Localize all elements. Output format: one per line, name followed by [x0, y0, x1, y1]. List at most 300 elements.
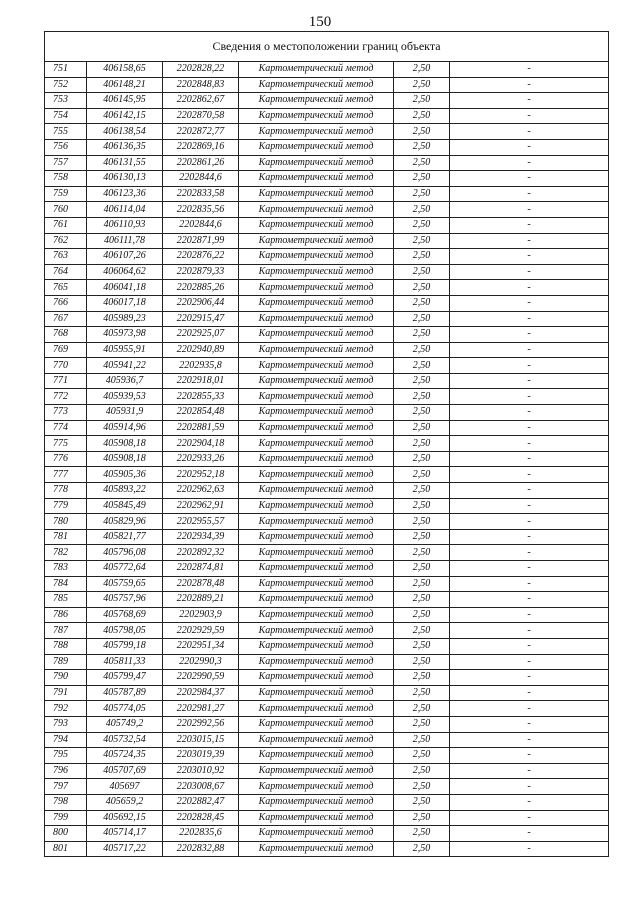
- table-row: [45, 405, 609, 421]
- y-coordinate-cell: 2202876,22: [163, 249, 239, 265]
- method-cell: Картометрический метод: [239, 748, 394, 764]
- point-number-cell: 793: [45, 716, 87, 732]
- table-row: [45, 436, 609, 452]
- x-coordinate-cell: 405799,47: [87, 670, 163, 686]
- accuracy-cell: 2,50: [394, 592, 450, 608]
- description-cell: -: [450, 607, 609, 623]
- y-coordinate-cell: 2202990,3: [163, 654, 239, 670]
- table-row: [45, 826, 609, 842]
- description-cell: -: [450, 748, 609, 764]
- description-cell: -: [450, 186, 609, 202]
- table-row: [45, 233, 609, 249]
- point-number-cell: 777: [45, 467, 87, 483]
- table-row: [45, 483, 609, 499]
- method-cell: Картометрический метод: [239, 732, 394, 748]
- y-coordinate-cell: 2202879,33: [163, 264, 239, 280]
- description-cell: -: [450, 171, 609, 187]
- method-cell: Картометрический метод: [239, 62, 394, 78]
- point-number-cell: 798: [45, 794, 87, 810]
- x-coordinate-cell: 405821,77: [87, 529, 163, 545]
- point-number-cell: 770: [45, 358, 87, 374]
- accuracy-cell: 2,50: [394, 779, 450, 795]
- y-coordinate-cell: 2202992,56: [163, 716, 239, 732]
- x-coordinate-cell: 405893,22: [87, 483, 163, 499]
- method-cell: Картометрический метод: [239, 405, 394, 421]
- point-number-cell: 755: [45, 124, 87, 140]
- accuracy-cell: 2,50: [394, 561, 450, 577]
- x-coordinate-cell: 406123,36: [87, 186, 163, 202]
- y-coordinate-cell: 2202940,89: [163, 342, 239, 358]
- point-number-cell: 752: [45, 77, 87, 93]
- x-coordinate-cell: 405772,64: [87, 561, 163, 577]
- point-number-cell: 799: [45, 810, 87, 826]
- description-cell: -: [450, 373, 609, 389]
- x-coordinate-cell: 406158,65: [87, 62, 163, 78]
- accuracy-cell: 2,50: [394, 202, 450, 218]
- method-cell: Картометрический метод: [239, 124, 394, 140]
- table-row: [45, 685, 609, 701]
- method-cell: Картометрический метод: [239, 155, 394, 171]
- accuracy-cell: 2,50: [394, 529, 450, 545]
- description-cell: -: [450, 358, 609, 374]
- description-cell: -: [450, 623, 609, 639]
- table-row: [45, 561, 609, 577]
- table-row: [45, 420, 609, 436]
- point-number-cell: 762: [45, 233, 87, 249]
- accuracy-cell: 2,50: [394, 748, 450, 764]
- table-title: Сведения о местоположении границ объекта: [45, 32, 609, 62]
- accuracy-cell: 2,50: [394, 732, 450, 748]
- description-cell: -: [450, 155, 609, 171]
- method-cell: Картометрический метод: [239, 233, 394, 249]
- description-cell: -: [450, 77, 609, 93]
- table-row: [45, 810, 609, 826]
- y-coordinate-cell: 2202828,22: [163, 62, 239, 78]
- accuracy-cell: 2,50: [394, 716, 450, 732]
- point-number-cell: 788: [45, 638, 87, 654]
- table-row: [45, 249, 609, 265]
- y-coordinate-cell: 2202984,37: [163, 685, 239, 701]
- method-cell: Картометрический метод: [239, 139, 394, 155]
- description-cell: -: [450, 280, 609, 296]
- description-cell: -: [450, 763, 609, 779]
- description-cell: -: [450, 420, 609, 436]
- accuracy-cell: 2,50: [394, 701, 450, 717]
- method-cell: Картометрический метод: [239, 794, 394, 810]
- table-row: [45, 342, 609, 358]
- method-cell: Картометрический метод: [239, 529, 394, 545]
- point-number-cell: 782: [45, 545, 87, 561]
- x-coordinate-cell: 405697: [87, 779, 163, 795]
- point-number-cell: 791: [45, 685, 87, 701]
- method-cell: Картометрический метод: [239, 327, 394, 343]
- y-coordinate-cell: 2202832,88: [163, 841, 239, 857]
- x-coordinate-cell: 405659,2: [87, 794, 163, 810]
- x-coordinate-cell: 405798,05: [87, 623, 163, 639]
- x-coordinate-cell: 406130,13: [87, 171, 163, 187]
- point-number-cell: 763: [45, 249, 87, 265]
- table-row: [45, 295, 609, 311]
- y-coordinate-cell: 2202934,39: [163, 529, 239, 545]
- point-number-cell: 775: [45, 436, 87, 452]
- point-number-cell: 801: [45, 841, 87, 857]
- table-row: [45, 607, 609, 623]
- accuracy-cell: 2,50: [394, 358, 450, 374]
- accuracy-cell: 2,50: [394, 545, 450, 561]
- table-row: [45, 280, 609, 296]
- method-cell: Картометрический метод: [239, 483, 394, 499]
- method-cell: Картометрический метод: [239, 295, 394, 311]
- method-cell: Картометрический метод: [239, 451, 394, 467]
- accuracy-cell: 2,50: [394, 295, 450, 311]
- y-coordinate-cell: 2202861,26: [163, 155, 239, 171]
- x-coordinate-cell: 406041,18: [87, 280, 163, 296]
- x-coordinate-cell: 406138,54: [87, 124, 163, 140]
- description-cell: -: [450, 124, 609, 140]
- accuracy-cell: 2,50: [394, 763, 450, 779]
- accuracy-cell: 2,50: [394, 389, 450, 405]
- point-number-cell: 766: [45, 295, 87, 311]
- table-row: [45, 62, 609, 78]
- accuracy-cell: 2,50: [394, 841, 450, 857]
- accuracy-cell: 2,50: [394, 280, 450, 296]
- y-coordinate-cell: 2202962,63: [163, 483, 239, 499]
- description-cell: -: [450, 576, 609, 592]
- description-cell: -: [450, 529, 609, 545]
- description-cell: -: [450, 483, 609, 499]
- accuracy-cell: 2,50: [394, 139, 450, 155]
- point-number-cell: 774: [45, 420, 87, 436]
- y-coordinate-cell: 2202889,21: [163, 592, 239, 608]
- point-number-cell: 772: [45, 389, 87, 405]
- method-cell: Картометрический метод: [239, 654, 394, 670]
- description-cell: -: [450, 451, 609, 467]
- accuracy-cell: 2,50: [394, 451, 450, 467]
- description-cell: -: [450, 716, 609, 732]
- table-row: [45, 794, 609, 810]
- point-number-cell: 797: [45, 779, 87, 795]
- y-coordinate-cell: 2202874,81: [163, 561, 239, 577]
- method-cell: Картометрический метод: [239, 202, 394, 218]
- accuracy-cell: 2,50: [394, 77, 450, 93]
- table-row: [45, 623, 609, 639]
- x-coordinate-cell: 405905,36: [87, 467, 163, 483]
- y-coordinate-cell: 2202929,59: [163, 623, 239, 639]
- accuracy-cell: 2,50: [394, 498, 450, 514]
- accuracy-cell: 2,50: [394, 623, 450, 639]
- description-cell: -: [450, 794, 609, 810]
- accuracy-cell: 2,50: [394, 62, 450, 78]
- y-coordinate-cell: 2202854,48: [163, 405, 239, 421]
- table-row: [45, 514, 609, 530]
- point-number-cell: 753: [45, 93, 87, 109]
- method-cell: Картометрический метод: [239, 576, 394, 592]
- method-cell: Картометрический метод: [239, 638, 394, 654]
- x-coordinate-cell: 405908,18: [87, 451, 163, 467]
- y-coordinate-cell: 2202881,59: [163, 420, 239, 436]
- x-coordinate-cell: 406114,04: [87, 202, 163, 218]
- accuracy-cell: 2,50: [394, 171, 450, 187]
- method-cell: Картометрический метод: [239, 561, 394, 577]
- accuracy-cell: 2,50: [394, 514, 450, 530]
- method-cell: Картометрический метод: [239, 701, 394, 717]
- point-number-cell: 764: [45, 264, 87, 280]
- y-coordinate-cell: 2202892,32: [163, 545, 239, 561]
- method-cell: Картометрический метод: [239, 420, 394, 436]
- x-coordinate-cell: 406142,15: [87, 108, 163, 124]
- description-cell: -: [450, 62, 609, 78]
- accuracy-cell: 2,50: [394, 217, 450, 233]
- x-coordinate-cell: 405796,08: [87, 545, 163, 561]
- description-cell: -: [450, 826, 609, 842]
- accuracy-cell: 2,50: [394, 93, 450, 109]
- y-coordinate-cell: 2202869,16: [163, 139, 239, 155]
- x-coordinate-cell: 406145,95: [87, 93, 163, 109]
- accuracy-cell: 2,50: [394, 685, 450, 701]
- description-cell: -: [450, 93, 609, 109]
- table-row: [45, 732, 609, 748]
- y-coordinate-cell: 2202848,83: [163, 77, 239, 93]
- accuracy-cell: 2,50: [394, 373, 450, 389]
- point-number-cell: 757: [45, 155, 87, 171]
- table-row: [45, 186, 609, 202]
- description-cell: -: [450, 514, 609, 530]
- y-coordinate-cell: 2202990,59: [163, 670, 239, 686]
- accuracy-cell: 2,50: [394, 638, 450, 654]
- table-row: [45, 451, 609, 467]
- point-number-cell: 783: [45, 561, 87, 577]
- table-row: [45, 779, 609, 795]
- x-coordinate-cell: 405799,18: [87, 638, 163, 654]
- point-number-cell: 760: [45, 202, 87, 218]
- table-row: [45, 139, 609, 155]
- description-cell: -: [450, 638, 609, 654]
- x-coordinate-cell: 405936,7: [87, 373, 163, 389]
- accuracy-cell: 2,50: [394, 794, 450, 810]
- page-number: 150: [308, 14, 332, 30]
- point-number-cell: 759: [45, 186, 87, 202]
- method-cell: Картометрический метод: [239, 607, 394, 623]
- point-number-cell: 786: [45, 607, 87, 623]
- y-coordinate-cell: 2202835,6: [163, 826, 239, 842]
- x-coordinate-cell: 405941,22: [87, 358, 163, 374]
- accuracy-cell: 2,50: [394, 810, 450, 826]
- point-number-cell: 758: [45, 171, 87, 187]
- y-coordinate-cell: 2202885,26: [163, 280, 239, 296]
- y-coordinate-cell: 2203008,67: [163, 779, 239, 795]
- x-coordinate-cell: 405989,23: [87, 311, 163, 327]
- description-cell: -: [450, 233, 609, 249]
- method-cell: Картометрический метод: [239, 670, 394, 686]
- y-coordinate-cell: 2202951,34: [163, 638, 239, 654]
- description-cell: -: [450, 264, 609, 280]
- table-row: [45, 654, 609, 670]
- point-number-cell: 781: [45, 529, 87, 545]
- x-coordinate-cell: 405707,69: [87, 763, 163, 779]
- point-number-cell: 768: [45, 327, 87, 343]
- y-coordinate-cell: 2202828,45: [163, 810, 239, 826]
- y-coordinate-cell: 2202915,47: [163, 311, 239, 327]
- method-cell: Картометрический метод: [239, 514, 394, 530]
- y-coordinate-cell: 2203015,15: [163, 732, 239, 748]
- table-row: [45, 529, 609, 545]
- accuracy-cell: 2,50: [394, 405, 450, 421]
- y-coordinate-cell: 2203019,39: [163, 748, 239, 764]
- table-row: [45, 467, 609, 483]
- point-number-cell: 784: [45, 576, 87, 592]
- point-number-cell: 771: [45, 373, 87, 389]
- x-coordinate-cell: 406111,78: [87, 233, 163, 249]
- x-coordinate-cell: 405908,18: [87, 436, 163, 452]
- description-cell: -: [450, 217, 609, 233]
- description-cell: -: [450, 405, 609, 421]
- y-coordinate-cell: 2202844,6: [163, 171, 239, 187]
- method-cell: Картометрический метод: [239, 77, 394, 93]
- point-number-cell: 795: [45, 748, 87, 764]
- method-cell: Картометрический метод: [239, 623, 394, 639]
- x-coordinate-cell: 406017,18: [87, 295, 163, 311]
- x-coordinate-cell: 406107,26: [87, 249, 163, 265]
- x-coordinate-cell: 405931,9: [87, 405, 163, 421]
- point-number-cell: 765: [45, 280, 87, 296]
- table-row: [45, 311, 609, 327]
- y-coordinate-cell: 2202862,67: [163, 93, 239, 109]
- x-coordinate-cell: 405757,96: [87, 592, 163, 608]
- description-cell: -: [450, 670, 609, 686]
- y-coordinate-cell: 2202952,18: [163, 467, 239, 483]
- y-coordinate-cell: 2202933,26: [163, 451, 239, 467]
- method-cell: Картометрический метод: [239, 436, 394, 452]
- y-coordinate-cell: 2202882,47: [163, 794, 239, 810]
- x-coordinate-cell: 405768,69: [87, 607, 163, 623]
- x-coordinate-cell: 405759,65: [87, 576, 163, 592]
- y-coordinate-cell: 2202906,44: [163, 295, 239, 311]
- accuracy-cell: 2,50: [394, 155, 450, 171]
- accuracy-cell: 2,50: [394, 233, 450, 249]
- method-cell: Картометрический метод: [239, 186, 394, 202]
- method-cell: Картометрический метод: [239, 373, 394, 389]
- point-number-cell: 789: [45, 654, 87, 670]
- x-coordinate-cell: 405955,91: [87, 342, 163, 358]
- description-cell: -: [450, 389, 609, 405]
- description-cell: -: [450, 701, 609, 717]
- description-cell: -: [450, 810, 609, 826]
- table-row: [45, 748, 609, 764]
- y-coordinate-cell: 2202981,27: [163, 701, 239, 717]
- x-coordinate-cell: 406110,93: [87, 217, 163, 233]
- table-row: [45, 545, 609, 561]
- point-number-cell: 785: [45, 592, 87, 608]
- table-row: [45, 498, 609, 514]
- method-cell: Картометрический метод: [239, 311, 394, 327]
- description-cell: -: [450, 108, 609, 124]
- point-number-cell: 773: [45, 405, 87, 421]
- x-coordinate-cell: 405724,35: [87, 748, 163, 764]
- accuracy-cell: 2,50: [394, 576, 450, 592]
- description-cell: -: [450, 467, 609, 483]
- method-cell: Картометрический метод: [239, 763, 394, 779]
- table-row: [45, 171, 609, 187]
- description-cell: -: [450, 561, 609, 577]
- x-coordinate-cell: 405829,96: [87, 514, 163, 530]
- accuracy-cell: 2,50: [394, 483, 450, 499]
- method-cell: Картометрический метод: [239, 810, 394, 826]
- y-coordinate-cell: 2202904,18: [163, 436, 239, 452]
- x-coordinate-cell: 405749,2: [87, 716, 163, 732]
- table-row: [45, 701, 609, 717]
- method-cell: Картометрический метод: [239, 498, 394, 514]
- description-cell: -: [450, 779, 609, 795]
- description-cell: -: [450, 592, 609, 608]
- table-row: [45, 638, 609, 654]
- accuracy-cell: 2,50: [394, 467, 450, 483]
- accuracy-cell: 2,50: [394, 670, 450, 686]
- table-row: [45, 327, 609, 343]
- table-row: [45, 358, 609, 374]
- point-number-cell: 769: [45, 342, 87, 358]
- method-cell: Картометрический метод: [239, 592, 394, 608]
- table-row: [45, 592, 609, 608]
- description-cell: -: [450, 295, 609, 311]
- method-cell: Картометрический метод: [239, 467, 394, 483]
- table-row: [45, 155, 609, 171]
- table-row: [45, 124, 609, 140]
- accuracy-cell: 2,50: [394, 249, 450, 265]
- method-cell: Картометрический метод: [239, 93, 394, 109]
- y-coordinate-cell: 2202955,57: [163, 514, 239, 530]
- method-cell: Картометрический метод: [239, 249, 394, 265]
- table-row: [45, 576, 609, 592]
- accuracy-cell: 2,50: [394, 607, 450, 623]
- x-coordinate-cell: 405714,17: [87, 826, 163, 842]
- description-cell: -: [450, 732, 609, 748]
- table-row: [45, 264, 609, 280]
- table-row: [45, 841, 609, 857]
- y-coordinate-cell: 2202871,99: [163, 233, 239, 249]
- method-cell: Картометрический метод: [239, 685, 394, 701]
- method-cell: Картометрический метод: [239, 171, 394, 187]
- x-coordinate-cell: 405717,22: [87, 841, 163, 857]
- point-number-cell: 787: [45, 623, 87, 639]
- method-cell: Картометрический метод: [239, 779, 394, 795]
- y-coordinate-cell: 2202903,9: [163, 607, 239, 623]
- description-cell: -: [450, 202, 609, 218]
- description-cell: -: [450, 545, 609, 561]
- table-row: [45, 77, 609, 93]
- accuracy-cell: 2,50: [394, 327, 450, 343]
- point-number-cell: 780: [45, 514, 87, 530]
- description-cell: -: [450, 685, 609, 701]
- point-number-cell: 751: [45, 62, 87, 78]
- point-number-cell: 779: [45, 498, 87, 514]
- point-number-cell: 796: [45, 763, 87, 779]
- table-row: [45, 217, 609, 233]
- method-cell: Картометрический метод: [239, 280, 394, 296]
- y-coordinate-cell: 2202925,07: [163, 327, 239, 343]
- method-cell: Картометрический метод: [239, 358, 394, 374]
- method-cell: Картометрический метод: [239, 826, 394, 842]
- point-number-cell: 761: [45, 217, 87, 233]
- point-number-cell: 790: [45, 670, 87, 686]
- x-coordinate-cell: 405845,49: [87, 498, 163, 514]
- x-coordinate-cell: 405732,54: [87, 732, 163, 748]
- table-row: [45, 373, 609, 389]
- accuracy-cell: 2,50: [394, 311, 450, 327]
- boundary-table: [44, 31, 609, 857]
- accuracy-cell: 2,50: [394, 108, 450, 124]
- accuracy-cell: 2,50: [394, 654, 450, 670]
- point-number-cell: 792: [45, 701, 87, 717]
